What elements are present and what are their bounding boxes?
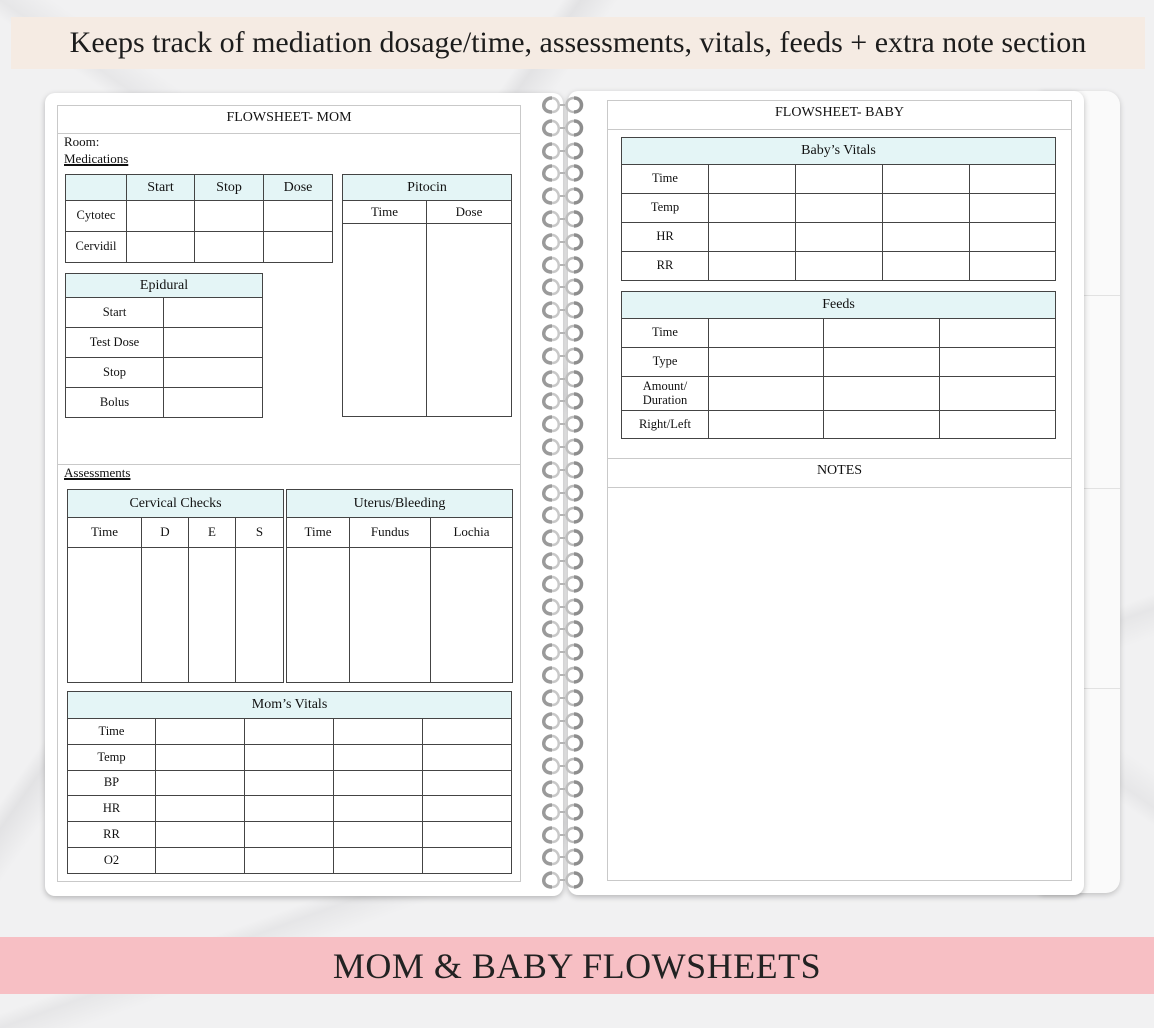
- notes-title: NOTES: [816, 463, 863, 478]
- input-cell[interactable]: [195, 201, 264, 232]
- spiral-coil: [538, 506, 588, 524]
- spiral-coil: [538, 233, 588, 251]
- input-cell[interactable]: [970, 194, 1056, 223]
- baby-vitals-row-rr: RR: [622, 252, 709, 281]
- pitocin-col-time: Time: [343, 201, 427, 224]
- input-cell[interactable]: [68, 548, 142, 683]
- spiral-coil: [538, 575, 588, 593]
- input-cell[interactable]: [423, 796, 512, 822]
- input-cell[interactable]: [709, 194, 796, 223]
- baby-flowsheet-page: [568, 91, 1084, 895]
- input-cell[interactable]: [427, 224, 512, 417]
- pitocin-title: Pitocin: [343, 175, 512, 201]
- spiral-coil: [538, 96, 588, 114]
- med-header-stop: Stop: [195, 175, 264, 201]
- input-cell[interactable]: [245, 719, 334, 745]
- input-cell[interactable]: [709, 377, 824, 411]
- spiral-coil: [538, 461, 588, 479]
- input-cell[interactable]: [423, 745, 512, 771]
- med-row-cervidil: Cervidil: [66, 232, 127, 263]
- input-cell[interactable]: [940, 411, 1056, 439]
- input-cell[interactable]: [709, 165, 796, 194]
- spiral-coil: [538, 484, 588, 502]
- assessments-label: Assessments: [64, 465, 131, 480]
- input-cell[interactable]: [245, 822, 334, 848]
- input-cell[interactable]: [883, 223, 970, 252]
- baby-title: FLOWSHEET- BABY: [775, 105, 904, 120]
- baby-vitals-row-temp: Temp: [622, 194, 709, 223]
- room-label: Room:: [64, 134, 100, 149]
- input-cell[interactable]: [334, 796, 423, 822]
- input-cell[interactable]: [264, 232, 333, 263]
- baby-vitals-row-time: Time: [622, 165, 709, 194]
- input-cell[interactable]: [334, 822, 423, 848]
- input-cell[interactable]: [156, 796, 245, 822]
- spiral-coil: [538, 666, 588, 684]
- input-cell[interactable]: [189, 548, 236, 683]
- input-cell[interactable]: [940, 377, 1056, 411]
- input-cell[interactable]: [423, 848, 512, 874]
- input-cell[interactable]: [156, 719, 245, 745]
- spiral-coil: [538, 392, 588, 410]
- pitocin-col-dose: Dose: [427, 201, 512, 224]
- spiral-coil: [538, 347, 588, 365]
- input-cell[interactable]: [709, 252, 796, 281]
- feeds-title: Feeds: [622, 292, 1056, 319]
- epidural-row-start: Start: [66, 298, 164, 328]
- input-cell[interactable]: [264, 201, 333, 232]
- spiral-coil: [538, 324, 588, 342]
- input-cell[interactable]: [350, 548, 431, 683]
- spiral-coil: [538, 438, 588, 456]
- cervical-col-e: E: [189, 518, 236, 548]
- spiral-coil: [538, 871, 588, 889]
- baby-vitals-row-hr: HR: [622, 223, 709, 252]
- spiral-coil: [538, 301, 588, 319]
- spiral-coil: [538, 826, 588, 844]
- spiral-coil: [538, 712, 588, 730]
- input-cell[interactable]: [245, 796, 334, 822]
- top-banner: Keeps track of mediation dosage/time, assessments, vitals, feeds + extra note section: [11, 17, 1145, 69]
- spiral-coil: [538, 278, 588, 296]
- mom-vitals-row-rr: RR: [68, 822, 156, 848]
- input-cell[interactable]: [423, 719, 512, 745]
- bottom-banner: MOM & BABY FLOWSHEETS: [0, 937, 1154, 994]
- feeds-row-duration-line2: Duration: [642, 392, 688, 407]
- uterus-col-time: Time: [287, 518, 350, 548]
- mom-flowsheet-page: [45, 93, 563, 896]
- spiral-coil: [538, 598, 588, 616]
- input-cell[interactable]: [709, 411, 824, 439]
- medications-table: [65, 174, 333, 263]
- input-cell[interactable]: [334, 719, 423, 745]
- input-cell[interactable]: [156, 745, 245, 771]
- med-header-dose: Dose: [264, 175, 333, 201]
- input-cell[interactable]: [156, 771, 245, 796]
- uterus-col-fundus: Fundus: [350, 518, 431, 548]
- input-cell[interactable]: [287, 548, 350, 683]
- input-cell[interactable]: [334, 771, 423, 796]
- input-cell[interactable]: [164, 328, 263, 358]
- feeds-row-type: Type: [622, 348, 709, 377]
- input-cell[interactable]: [824, 319, 940, 348]
- spiral-coil: [538, 643, 588, 661]
- input-cell[interactable]: [236, 548, 284, 683]
- input-cell[interactable]: [127, 201, 195, 232]
- mom-vitals-table: [67, 691, 512, 874]
- input-cell[interactable]: [796, 165, 883, 194]
- baby-vitals-table: [621, 137, 1056, 281]
- spiral-coil: [538, 119, 588, 137]
- input-cell[interactable]: [245, 745, 334, 771]
- cervical-col-d: D: [142, 518, 189, 548]
- input-cell[interactable]: [970, 252, 1056, 281]
- spiral-coil: [538, 620, 588, 638]
- epidural-row-bolus: Bolus: [66, 388, 164, 418]
- epidural-table: [65, 273, 263, 418]
- input-cell[interactable]: [156, 848, 245, 874]
- input-cell[interactable]: [824, 377, 940, 411]
- input-cell[interactable]: [431, 548, 513, 683]
- input-cell[interactable]: [343, 224, 427, 417]
- input-cell[interactable]: [334, 848, 423, 874]
- input-cell[interactable]: [970, 165, 1056, 194]
- mom-title: FLOWSHEET- MOM: [226, 110, 352, 125]
- mom-vitals-row-o2: O2: [68, 848, 156, 874]
- input-cell[interactable]: [883, 194, 970, 223]
- spiral-coil: [538, 757, 588, 775]
- feeds-row-amount-line1: Amount/: [642, 378, 688, 393]
- input-cell[interactable]: [709, 348, 824, 377]
- feeds-row-time: Time: [622, 319, 709, 348]
- medications-label: Medications: [64, 151, 129, 166]
- spiral-coil: [538, 142, 588, 160]
- pitocin-table: [342, 174, 512, 417]
- cervical-title: Cervical Checks: [68, 490, 284, 518]
- input-cell[interactable]: [245, 771, 334, 796]
- epidural-row-test-dose: Test Dose: [66, 328, 164, 358]
- input-cell[interactable]: [796, 194, 883, 223]
- spiral-coil: [538, 210, 588, 228]
- uterus-col-lochia: Lochia: [431, 518, 513, 548]
- spiral-coil: [538, 734, 588, 752]
- uterus-bleeding-table: [286, 489, 513, 683]
- input-cell[interactable]: [883, 252, 970, 281]
- mom-vitals-row-time: Time: [68, 719, 156, 745]
- input-cell[interactable]: [824, 348, 940, 377]
- mom-vitals-row-temp: Temp: [68, 745, 156, 771]
- input-cell[interactable]: [883, 165, 970, 194]
- cervical-checks-table: [67, 489, 284, 683]
- spiral-coil: [538, 689, 588, 707]
- spiral-coil: [538, 848, 588, 866]
- spiral-coil: [538, 187, 588, 205]
- input-cell[interactable]: [423, 771, 512, 796]
- input-cell[interactable]: [195, 232, 264, 263]
- feeds-row-right-left: Right/Left: [622, 411, 709, 439]
- spiral-coil: [538, 803, 588, 821]
- med-row-cytotec: Cytotec: [66, 201, 127, 232]
- input-cell[interactable]: [796, 252, 883, 281]
- spiral-coil: [538, 164, 588, 182]
- input-cell[interactable]: [245, 848, 334, 874]
- spiral-coil: [538, 256, 588, 274]
- input-cell[interactable]: [970, 223, 1056, 252]
- input-cell[interactable]: [940, 319, 1056, 348]
- spiral-coil: [538, 529, 588, 547]
- mom-vitals-title: Mom’s Vitals: [68, 692, 512, 719]
- input-cell[interactable]: [709, 319, 824, 348]
- spiral-coil: [538, 370, 588, 388]
- cervical-col-s: S: [236, 518, 284, 548]
- epidural-row-stop: Stop: [66, 358, 164, 388]
- uterus-title: Uterus/Bleeding: [287, 490, 513, 518]
- spiral-coil: [538, 780, 588, 798]
- spiral-coil: [538, 552, 588, 570]
- mom-vitals-row-bp: BP: [68, 771, 156, 796]
- input-cell[interactable]: [127, 232, 195, 263]
- cervical-col-time: Time: [68, 518, 142, 548]
- input-cell[interactable]: [164, 358, 263, 388]
- notes-area[interactable]: [608, 488, 1071, 880]
- epidural-title: Epidural: [66, 274, 263, 298]
- mom-vitals-row-hr: HR: [68, 796, 156, 822]
- baby-vitals-title: Baby’s Vitals: [622, 138, 1056, 165]
- feeds-row-amount-duration: [622, 377, 709, 411]
- input-cell[interactable]: [142, 548, 189, 683]
- input-cell[interactable]: [164, 298, 263, 328]
- input-cell[interactable]: [164, 388, 263, 418]
- input-cell[interactable]: [796, 223, 883, 252]
- spiral-coil: [538, 415, 588, 433]
- input-cell[interactable]: [709, 223, 796, 252]
- input-cell[interactable]: [156, 822, 245, 848]
- feeds-table: [621, 291, 1056, 439]
- med-header-start: Start: [127, 175, 195, 201]
- input-cell[interactable]: [423, 822, 512, 848]
- input-cell[interactable]: [334, 745, 423, 771]
- input-cell[interactable]: [940, 348, 1056, 377]
- input-cell[interactable]: [824, 411, 940, 439]
